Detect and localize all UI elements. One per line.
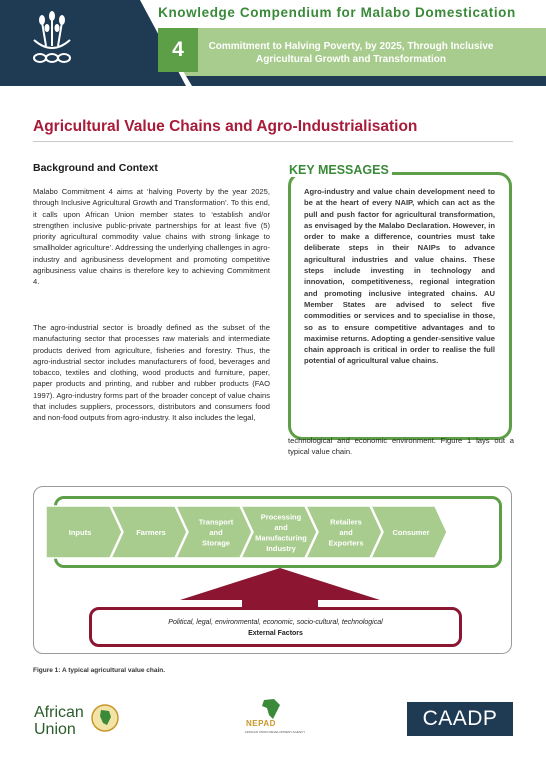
chain-step-label: Farmers bbox=[136, 528, 166, 537]
chain-step bbox=[306, 506, 382, 558]
wheat-emblem-icon bbox=[0, 0, 104, 86]
au-logo-line1: African bbox=[34, 704, 84, 721]
african-union-logo bbox=[34, 704, 84, 738]
chain-step-label: Consumer bbox=[392, 528, 430, 537]
external-factors-arrow bbox=[150, 566, 410, 610]
chain-step bbox=[241, 506, 317, 558]
chain-step-label: Transport and Storage bbox=[198, 517, 234, 548]
chain-step-label: Retailers and Exporters bbox=[328, 517, 364, 548]
commitment-number: 4 bbox=[158, 28, 198, 72]
section-heading: Background and Context bbox=[33, 162, 158, 174]
figure-caption: Figure 1: A typical agricultural value chain. bbox=[33, 667, 166, 674]
chain-step-label: Inputs bbox=[68, 528, 92, 537]
key-messages-text: Agro-industry and value chain development need to be at the heart of every NAIP, which can act as the pull and push factor for agricultural transformation, as envisaged by the Malabo Declaration. However, in order to make a difference, countries must take deliberate steps in their NAIPs to advance agricultural industries and value chains. These steps include investing in technology and innovation, competitiveness, regional integration and promoting inclusive integrated chains. AU Member States are advised to select five commodities or services and to specialise in those, so as to ensure competitive advantages and to maximise returns. Adopting a gender-sensitive value chain approach is critical in order to realise the full potential of agricultural value chains. bbox=[304, 187, 495, 366]
chain-step bbox=[111, 506, 187, 558]
paragraph-1: Malabo Commitment 4 aims at ‘halving Poverty by the year 2025, through Inclusive Agricultural Growth and Transformation’. To this end, it calls upon African Union member states to ‘establish and/or strengthen inclusive public-private partnerships for at least five (5) priority agricultural commodity value chains with strong linkage to smallholder agriculture’. Addressing the underlying challenges in agro-industry and agribusiness development and promoting competitive agribusiness value chains is therefore key to achieving Commitment 4. bbox=[33, 187, 270, 287]
chain-step bbox=[371, 506, 447, 558]
nepad-africa-icon bbox=[258, 698, 284, 720]
commitment-text: Commitment to Halving Poverty, by 2025, Through Inclusive Agricultural Growth and Transformation bbox=[208, 41, 494, 65]
nepad-logo: NEPAD bbox=[246, 719, 276, 728]
external-factors-label bbox=[89, 617, 462, 639]
au-emblem-block bbox=[0, 0, 104, 86]
external-factors-title: External Factors bbox=[248, 630, 303, 637]
key-messages-title: KEY MESSAGES bbox=[286, 163, 392, 177]
title-divider bbox=[33, 141, 513, 142]
chain-step-label: Processing and Manufacturing Industry bbox=[255, 512, 307, 553]
external-factors-list: Political, legal, environmental, economic, socio-cultural, technological bbox=[168, 619, 383, 626]
chain-step bbox=[46, 506, 122, 558]
caadp-logo: CAADP bbox=[407, 702, 513, 736]
au-logo-line2: Union bbox=[34, 721, 76, 738]
page-title: Agricultural Value Chains and Agro-Industrialisation bbox=[33, 118, 418, 135]
nepad-subtitle: AFRICAN UNION DEVELOPMENT AGENCY bbox=[244, 730, 306, 734]
paragraph-2: The agro-industrial sector is broadly defined as the subset of the manufacturing sector that processes raw materials and intermediate products derived from agriculture, fisheries and forestry. Thus, the agro-industrial sector includes manufacturers of food, beverages and tobacco, textiles and clothing, wood products and furniture, paper, paper products and printing, and rubber and rubber products (FAO 1997). Agro-industry forms part of the broader concept of value chains that includes suppliers, processors, distributors and consumers food and non-food outputs from agro-industry. It also includes the legal, bbox=[33, 323, 270, 423]
compendium-title: Knowledge Compendium for Malabo Domestication bbox=[158, 5, 516, 20]
au-globe-icon bbox=[90, 703, 120, 733]
chain-step bbox=[176, 506, 252, 558]
paragraph-3: technological and economic environment. Figure 1 lays out a typical value chain. bbox=[288, 436, 514, 457]
value-chain-diagram bbox=[44, 500, 504, 564]
